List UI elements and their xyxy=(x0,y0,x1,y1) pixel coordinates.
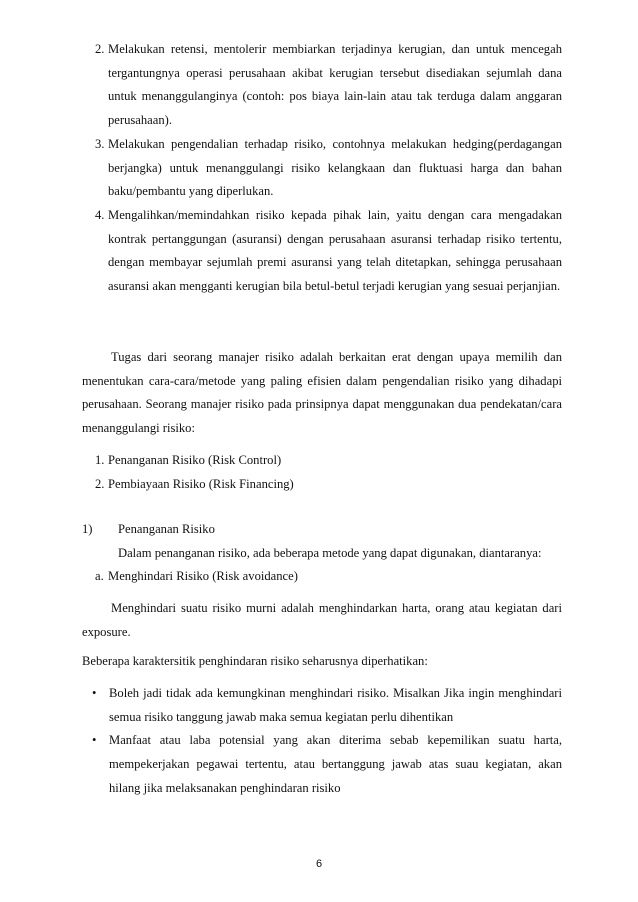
list-item-text: Pembiayaan Risiko (Risk Financing) xyxy=(108,476,294,491)
paragraph-text: Beberapa karaktersitik penghindaran risiko seharusnya diperhatikan: xyxy=(82,654,428,668)
numbered-list-methods xyxy=(82,38,562,299)
list-number: a. xyxy=(95,569,104,583)
section-intro xyxy=(118,542,562,566)
list-item xyxy=(82,565,562,589)
paragraph-tugas xyxy=(82,346,562,441)
subsection-heading xyxy=(82,565,562,589)
subsection-title: Menghindari Risiko (Risk avoidance) xyxy=(108,569,298,583)
list-item xyxy=(82,204,562,299)
page-number: 6 xyxy=(315,858,323,870)
list-number: 2. xyxy=(95,42,105,56)
bullet-icon: • xyxy=(92,686,97,700)
bullet-item xyxy=(92,682,562,729)
list-number: 3. xyxy=(95,136,105,151)
list-item-text: Melakukan retensi, mentolerir membiarkan terjadinya kerugian, dan untuk mencegah tergantungnya operasi perusahaan akibat kerugian tersebut disediakan sejumlah dana untuk menanggulanginya (contoh: pos biaya lain-lain atau tak terduga dalam anggaran perusahaan). xyxy=(108,42,562,128)
section-number: 1) xyxy=(82,522,93,536)
bullet-text: Manfaat atau laba potensial yang akan diterima sebab kepemilikan suatu harta, mempekerjakan pegawai tertentu, atau bertanggung jawab atas suau kegiatan, akan hilang jika melaksanakan penghindaran risiko xyxy=(109,733,562,795)
section-intro-text: Dalam penanganan risiko, ada beberapa metode yang dapat digunakan, diantaranya: xyxy=(118,546,542,560)
list-item-text: Melakukan pengendalian terhadap risiko, contohnya melakukan hedging(perdagangan berjangka) untuk menanggulangi risiko kelangkaan dan fluktuasi harga dan bahan baku/pembantu yang diperlukan. xyxy=(108,136,562,199)
bullet-item xyxy=(92,729,562,800)
section-title: Penanganan Risiko xyxy=(118,522,215,536)
list-item-text: Mengalihkan/memindahkan risiko kepada pihak lain, yaitu dengan cara mengadakan kontrak pertanggungan (asuransi) dengan perusahaan asuransi terhadap risiko tertentu, dengan membayar sejumlah premi asuransi yang telah ditetapkan, sehingga perusahaan asuransi akan mengganti kerugian bila betul-betul terjadi kerugian yang sesuai perjanjian. xyxy=(108,207,562,294)
list-item xyxy=(82,38,562,133)
list-item xyxy=(82,133,562,204)
list-number: 2. xyxy=(95,476,105,491)
list-item-text: Penanganan Risiko (Risk Control) xyxy=(108,453,282,467)
paragraph-karakteristik xyxy=(82,650,562,674)
section-heading xyxy=(82,518,562,542)
list-item xyxy=(82,473,562,497)
bullet-text: Boleh jadi tidak ada kemungkinan menghindari risiko. Misalkan Jika ingin menghindari semua risiko tanggung jawab maka semua kegiatan perlu dihentikan xyxy=(109,686,562,724)
paragraph-menghindari xyxy=(82,597,562,644)
bullet-list xyxy=(92,682,562,801)
paragraph-text: Tugas dari seorang manajer risiko adalah berkaitan erat dengan upaya memilih dan menentukan cara-cara/metode yang paling efisien dalam pengendalian risiko yang dihadapi perusahaan. Seorang manajer risiko pada prinsipnya dapat menggunakan dua pendekatan/cara menanggulangi risiko: xyxy=(82,350,562,436)
list-number: 4. xyxy=(95,207,105,222)
list-item xyxy=(82,449,562,473)
list-number: 1. xyxy=(95,453,105,467)
bullet-icon: • xyxy=(92,733,97,748)
numbered-list-approaches xyxy=(82,449,562,496)
paragraph-text: Menghindari suatu risiko murni adalah menghindarkan harta, orang atau kegiatan dari exposure. xyxy=(82,601,562,639)
